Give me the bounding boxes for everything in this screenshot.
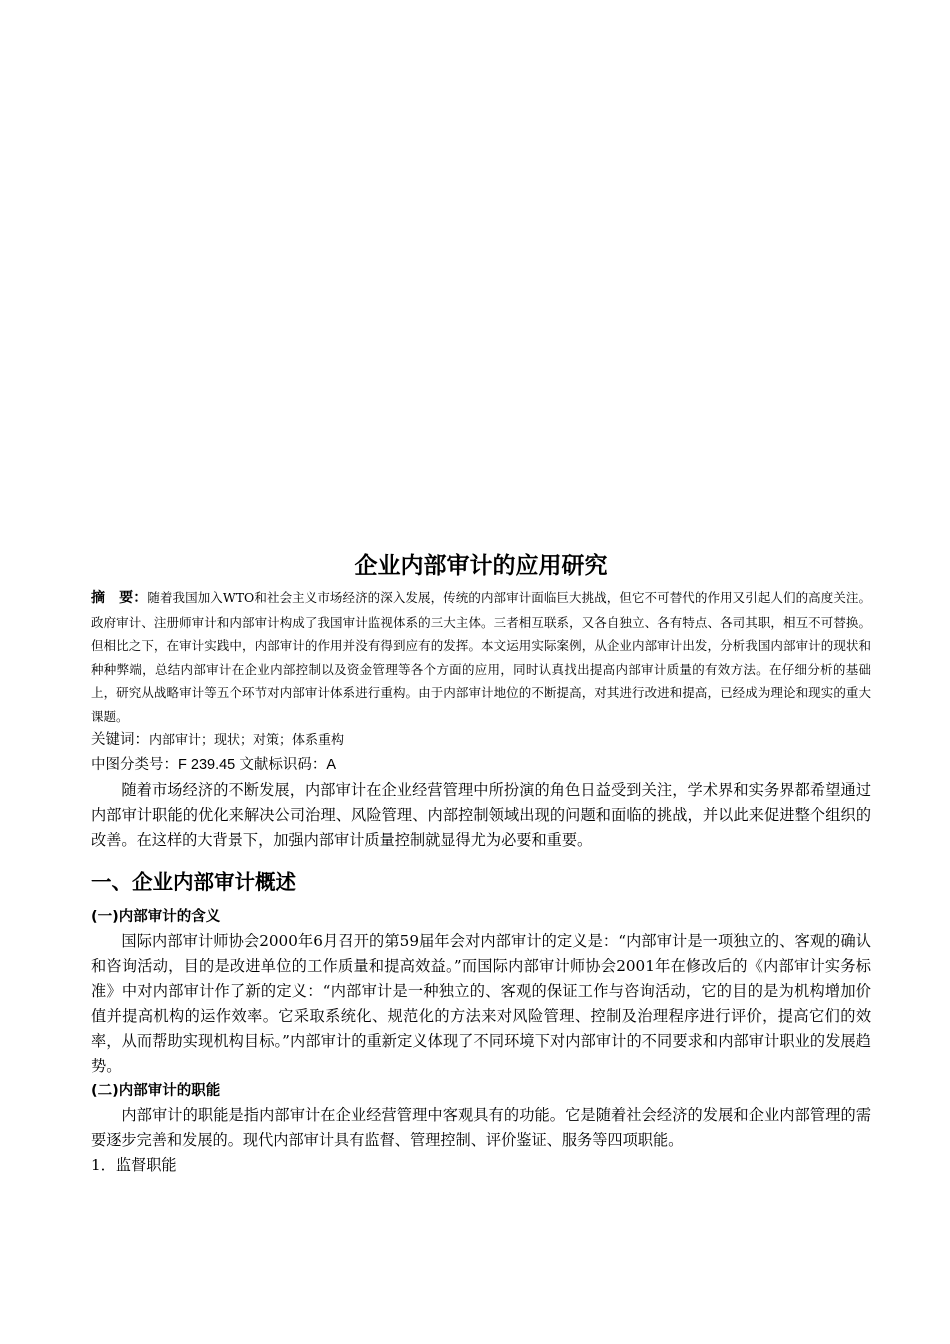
abstract-label: 摘 要： [91, 590, 148, 606]
keywords [91, 728, 871, 753]
section-heading: 一、企业内部审计概述 [91, 870, 296, 894]
abstract-text: 随着我国加入WTO和社会主义市场经济的深入发展，传统的内部审计面临巨大挑战，但它不可替代的作用又引起人们的高度关注。政府审计、注册师审计和内部审计构成了我国审计监视体系的三大主体。三者相互联系，又各自独立、各有特点、各司其职，相互不可替换。但相比之下，在审计实践中，内部审计的作用并没有得到应有的发挥。本文运用实际案例，从企业内部审计出发，分析我国内部审计的现状和种种弊端，总结内部审计在企业内部控制以及资金管理等各个方面的应用，同时认真找出提高内部审计质量的有效方法。在仔细分析的基础上，研究从战略审计等五个环节对内部审计体系进行重构。由于内部审计地位的不断提高，对其进行改进和提高，已经成为理论和现实的重大课题。 [91, 590, 872, 724]
intro-paragraph: 随着市场经济的不断发展，内部审计在企业经营管理中所扮演的角色日益受到关注，学术界和实务界都希望通过内部审计职能的优化来解决公司治理、风险管理、内部控制领域出现的问题和面临的挑战，并以此来促进整个组织的改善。在这样的大背景下，加强内部审计质量控制就显得尤为必要和重要。 [91, 781, 871, 849]
subsection-heading-definition: (一)内部审计的含义 [91, 909, 221, 925]
functions-paragraph: 内部审计的职能是指内部审计在企业经营管理中客观具有的功能。它是随着社会经济的发展和企业内部管理的需要逐步完善和发展的。现代内部审计具有监督、管理控制、评价鉴证、服务等四项职能。 [91, 1106, 871, 1149]
document-code-label: 文献标识码： [239, 757, 327, 773]
abstract [91, 586, 871, 728]
document-page [91, 548, 871, 1178]
document-code-value: A [326, 757, 337, 773]
keywords-label: 关键词： [91, 732, 149, 748]
list-item-supervision: 1．监督职能 [91, 1156, 177, 1174]
classification [91, 753, 871, 778]
keywords-text: 内部审计；现状；对策；体系重构 [149, 733, 345, 748]
definition-paragraph: 国际内部审计师协会2000年6月召开的第59届年会对内部审计的定义是：“内部审计是一项独立的、客观的确认和咨询活动，目的是改进单位的工作质量和提高效益。”而国际内部审计师协会2001年在修改后的《内部审计实务标准》中对内部审计作了新的定义：“内部审计是一种独立的、客观的保证工作与咨询活动，它的目的是为机构增加价值并提高机构的运作效率。它采取系统化、规范化的方法来对风险管理、控制及治理程序进行评价，提高它们的效率，从而帮助实现机构目标。”内部审计的重新定义体现了不同环境下对内部审计的不同要求和内部审计职业的发展趋势。 [91, 932, 871, 1075]
paper-title: 企业内部审计的应用研究 [354, 553, 608, 579]
classification-label: 中图分类号： [91, 757, 178, 773]
subsection-heading-functions: (二)内部审计的职能 [91, 1083, 221, 1099]
classification-value: F 239.45 [178, 757, 236, 773]
